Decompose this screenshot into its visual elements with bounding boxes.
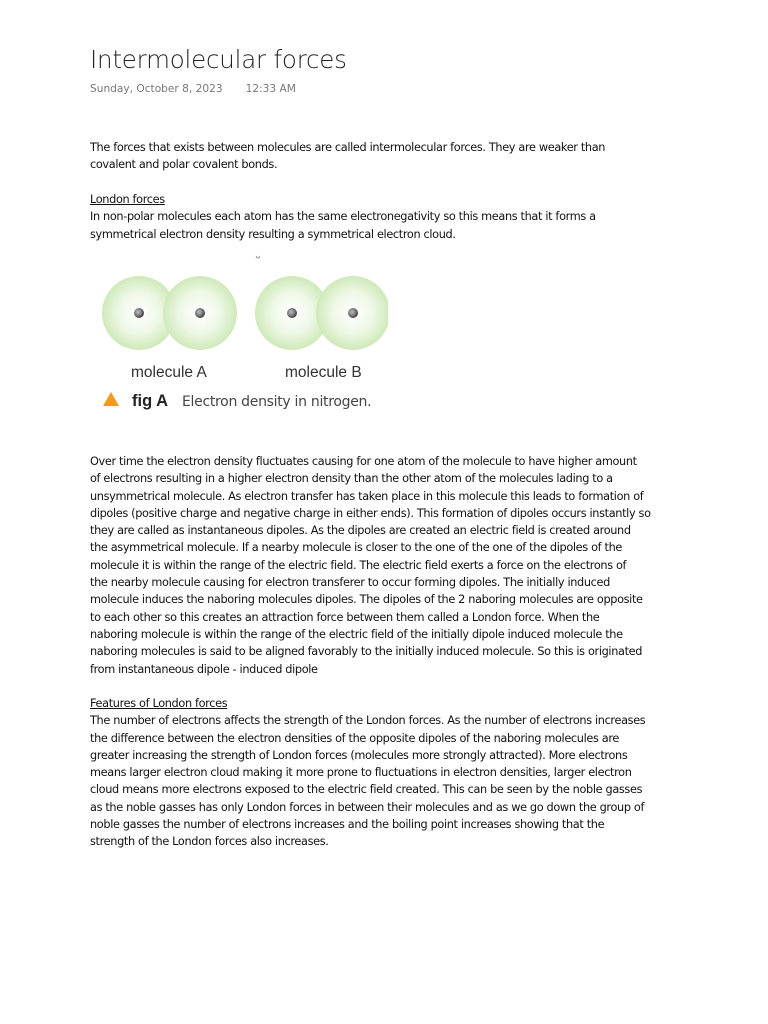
text-line: the nearby molecule causing for electron transferer to occur forming dipoles. The initially induced — [90, 576, 610, 590]
text-line: from instantaneous dipole - induced dipole — [90, 662, 318, 676]
nucleus — [287, 308, 297, 318]
text-line: strength of the London forces also increases. — [90, 835, 329, 849]
text-line: noble gasses the number of electrons increases and the boiling point increases showing that the — [90, 818, 605, 832]
text-line: In non-polar molecules each atom has the same electronegativity so this means that it forms a — [90, 210, 596, 224]
text-line: as the noble gasses has only London forces in between their molecules and as we go down the group of — [90, 800, 645, 814]
page-time: 12:33 AM — [245, 83, 296, 95]
clipped-text-fragment — [256, 256, 260, 258]
text-line: the asymmetrical molecule. If a nearby molecule is closer to the one of the one of the dipoles of the — [90, 541, 622, 555]
features-section — [90, 695, 682, 851]
text-line: dipoles (positive charge and negative charge in either ends). This formation of dipoles occurs instantly so — [90, 506, 651, 520]
intro-line: covalent and polar covalent bonds. — [90, 158, 278, 172]
explanation-paragraph — [90, 453, 682, 678]
london-forces-section — [90, 191, 682, 243]
text-line: naboring molecule is within the range of the electric field of the initially dipole induced molecule the — [90, 627, 623, 641]
electron-density-figure — [98, 252, 388, 414]
text-line: molecule it is within the range of the electric field. The electric field exerts a force on the electrons of — [90, 558, 627, 572]
text-line: Over time the electron density fluctuates causing for one atom of the molecule to have higher amount — [90, 455, 637, 468]
features-heading: Features of London forces — [90, 697, 228, 710]
text-line: to each other so this creates an attraction force between them called a London force. When the — [90, 610, 600, 624]
text-line: the difference between the electron densities of the opposite dipoles of the naboring molecules are — [90, 731, 619, 745]
nucleus — [195, 308, 205, 318]
page-date: Sunday, October 8, 2023 — [90, 83, 223, 95]
nucleus — [348, 308, 358, 318]
text-line: molecule induces the naboring molecules dipoles. The dipoles of the 2 naboring molecules are opposite — [90, 593, 643, 607]
intro-paragraph — [90, 139, 682, 174]
nucleus — [134, 308, 144, 318]
text-line: greater increasing the strength of London forces (molecules more strongly attracted). More electrons — [90, 748, 628, 762]
text-line: of electrons resulting in a higher electron density than the other atom of the molecules lading to a — [90, 472, 613, 486]
text-line: unsymmetrical molecule. As electron transfer has taken place in this molecule this leads to formation of — [90, 489, 644, 503]
text-line: they are called as instantaneous dipoles. As the dipoles are created an electric field is created around — [90, 524, 631, 538]
figure-label: fig A — [132, 392, 169, 410]
molecule-a-label: molecule A — [131, 364, 207, 381]
london-forces-heading: London forces — [90, 193, 165, 206]
page-title: Intermolecular forces — [90, 45, 347, 74]
figure-caption: Electron density in nitrogen. — [182, 394, 372, 410]
molecule-b-label: molecule B — [285, 364, 362, 381]
text-line: naboring molecules is said to be aligned favorably to the initially induced molecule. So this is originated — [90, 645, 643, 659]
page-timestamp — [90, 83, 296, 95]
molecule-a — [102, 276, 237, 350]
molecule-b — [255, 276, 388, 350]
caption-triangle-icon — [103, 392, 119, 406]
text-line: The number of electrons affects the strength of the London forces. As the number of electrons increases — [90, 714, 646, 728]
intro-line: The forces that exists between molecules are called intermolecular forces. They are weaker than — [90, 141, 606, 154]
text-line: means larger electron cloud making it more prone to fluctuations in electron densities, larger electron — [90, 766, 632, 780]
text-line: symmetrical electron density resulting a symmetrical electron cloud. — [90, 227, 456, 241]
figure-graphic — [98, 252, 388, 414]
text-line: cloud means more electrons exposed to the electric field created. This can be seen by the noble gasses — [90, 783, 643, 797]
